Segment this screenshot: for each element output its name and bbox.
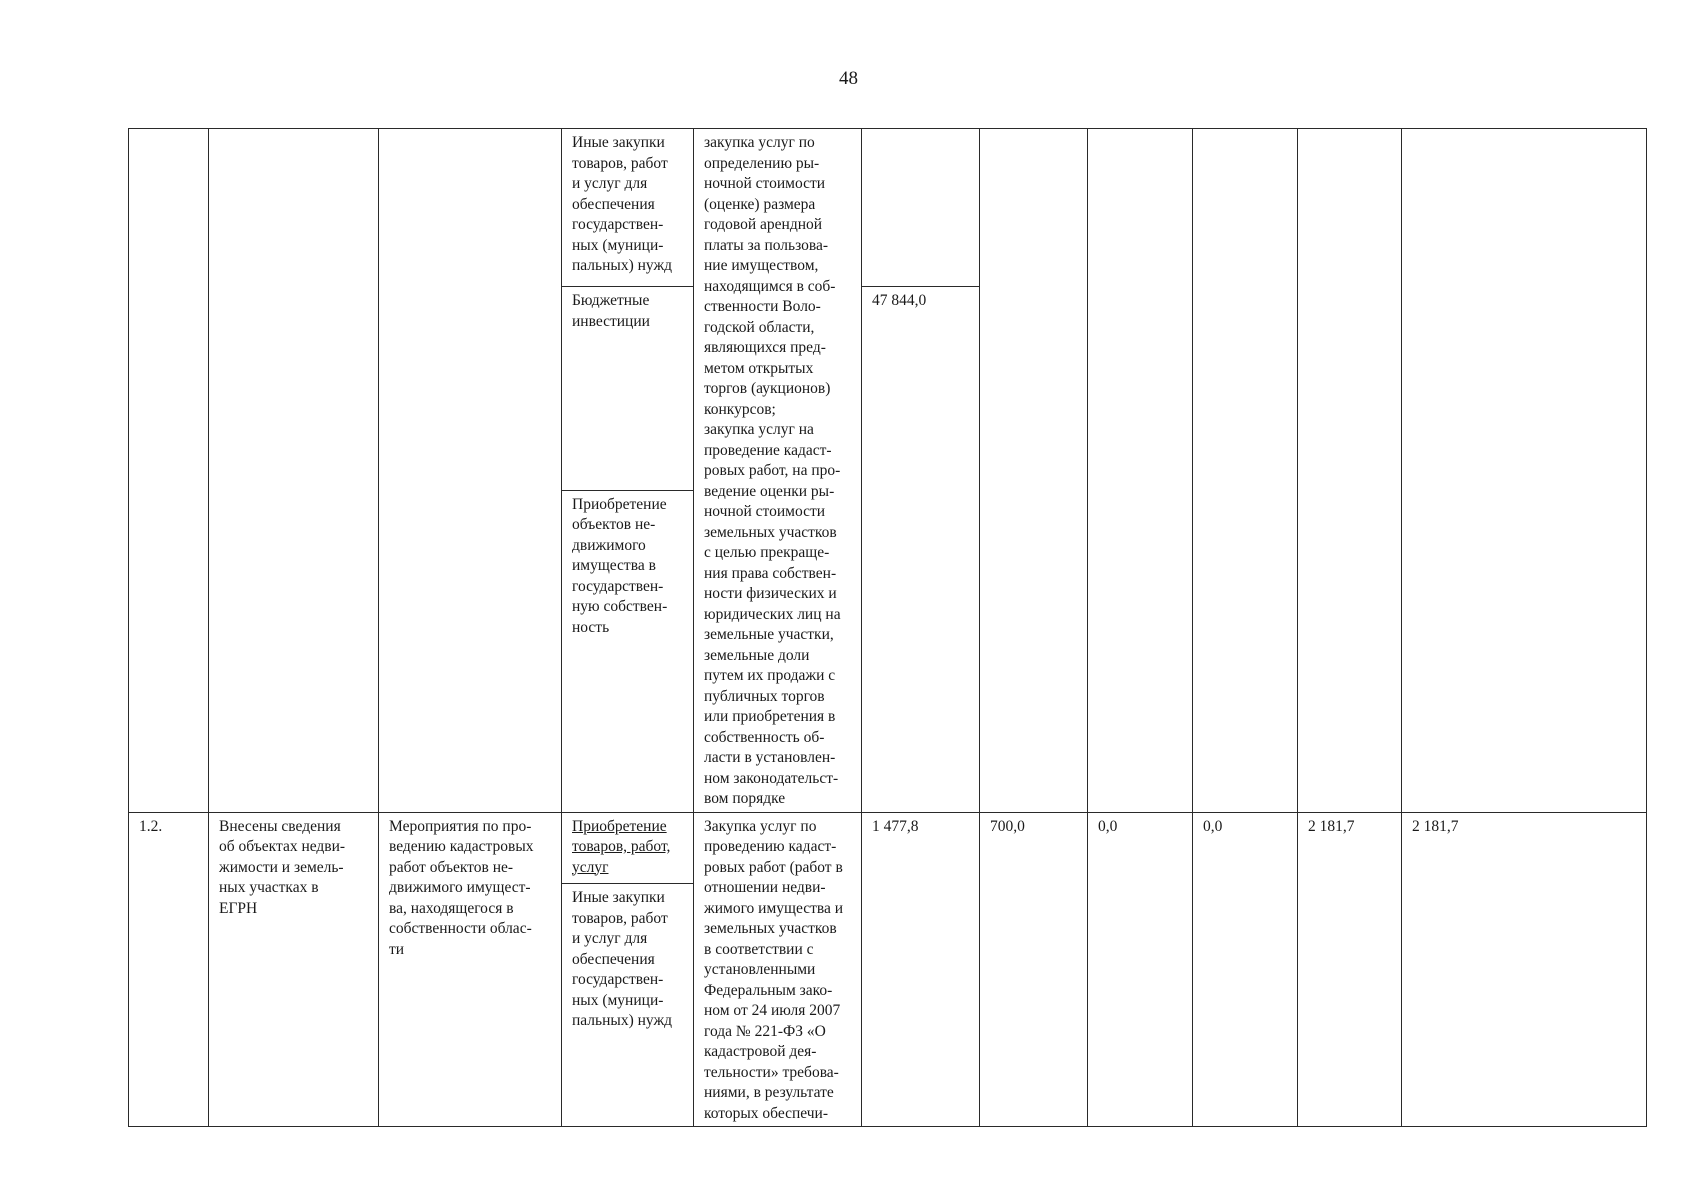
- cell-type: Иные закупки товаров, работ и услуг для обеспечения государствен- ных (муници- пальных) нужд: [562, 884, 694, 1127]
- program-table: [128, 128, 1647, 1127]
- type-label: Приобретение товаров, работ, услуг: [572, 817, 671, 876]
- cell-total: [1298, 129, 1402, 813]
- cell-description: закупка услуг по определению ры- ночной стоимости (оценке) размера годовой арендной платы за пользова- ние имуществом, находящимся в соб- ственности Воло- годской области, являющихся пред- метом открытых торгов (аукционов) конкурсов; закупка услуг на проведение кадаст- ровых работ, на про- ведение оценки ры- ночной стоимости земельных участков с целью прекраще- ния права собствен- ности физических и юридических лиц на земельные участки, земельные доли путем их продажи с публичных торгов или приобретения в собственность об- ласти в установлен- ном законодательст- вом порядке: [694, 129, 862, 813]
- page-number: 48: [839, 68, 858, 89]
- cell-value-6: 2 181,7: [1402, 812, 1647, 1127]
- cell-result-continued: [209, 129, 379, 813]
- cell-type: [562, 812, 694, 884]
- cell-amount-empty: [862, 129, 980, 287]
- cell-amount: 47 844,0: [862, 287, 980, 813]
- cell-value-1: 1 477,8: [862, 812, 980, 1127]
- cell-number-continued: [129, 129, 209, 813]
- cell-value-5: 2 181,7: [1298, 812, 1402, 1127]
- table-row-continued: [129, 129, 1647, 287]
- cell-year-4: [1193, 129, 1298, 813]
- cell-description: Закупка услуг по проведению кадаст- ровых работ (работ в отношении недви- жимого имущества и земельных участков в соответствии с установленными Федеральным зако- ном от 24 июля 2007 года № 221-ФЗ «О кадастровой дея- тельности» требова- ниями, в результате которых обеспечи-: [694, 812, 862, 1127]
- cell-value-2: 700,0: [980, 812, 1088, 1127]
- cell-activity: Мероприятия по про- ведению кадастровых работ объектов не- движимого имущест- ва, находящегося в собственности облас- ти: [379, 812, 562, 1127]
- cell-value-3: 0,0: [1088, 812, 1193, 1127]
- cell-type: Иные закупки товаров, работ и услуг для обеспечения государствен- ных (муници- пальных) нужд: [562, 129, 694, 287]
- cell-type: Бюджетные инвестиции: [562, 287, 694, 491]
- cell-activity-continued: [379, 129, 562, 813]
- cell-year-2: [980, 129, 1088, 813]
- table-row-1-2: [129, 812, 1647, 884]
- cell-type: Приобретение объектов не- движимого имущества в государствен- ную собствен- ность: [562, 490, 694, 812]
- cell-number: 1.2.: [129, 812, 209, 1127]
- cell-year-3: [1088, 129, 1193, 813]
- cell-grand-total: [1402, 129, 1647, 813]
- cell-result: Внесены сведения об объектах недви- жимости и земель- ных участках в ЕГРН: [209, 812, 379, 1127]
- cell-value-4: 0,0: [1193, 812, 1298, 1127]
